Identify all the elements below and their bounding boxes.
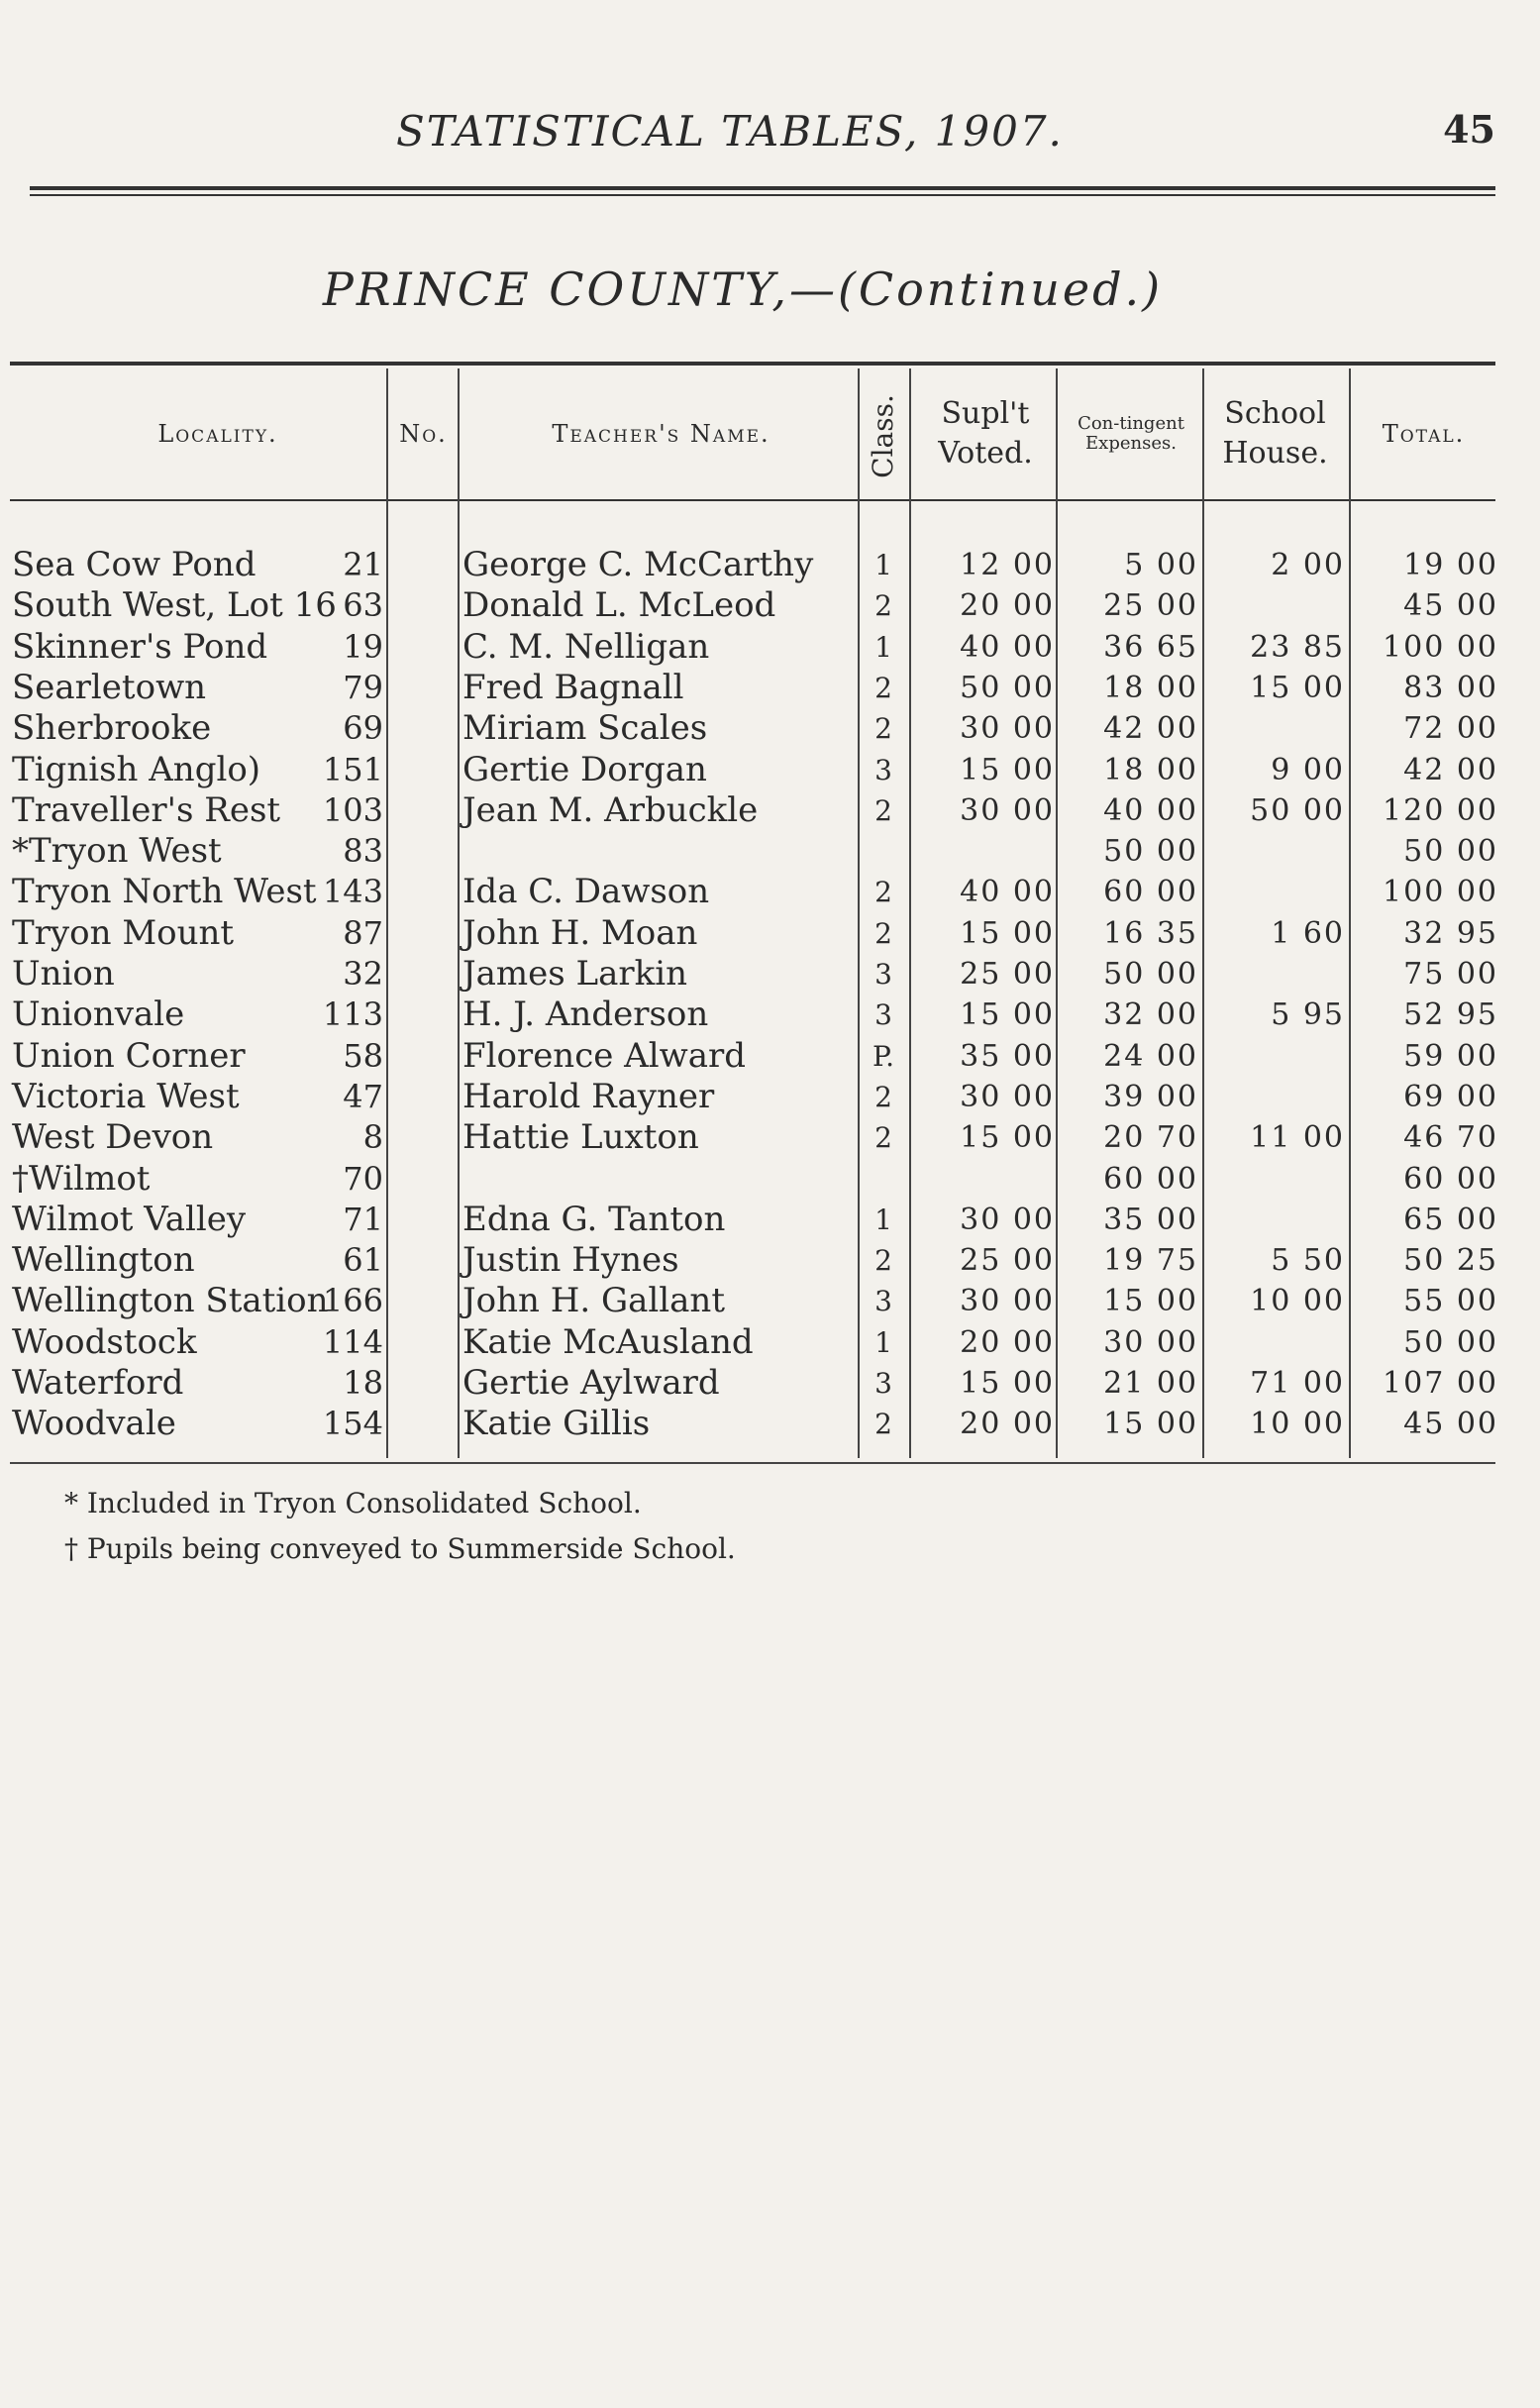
cell-no: 58 xyxy=(343,1036,383,1075)
cell-teacher-name: James Larkin xyxy=(462,954,687,994)
table-row xyxy=(0,545,1540,585)
cell-supl-voted: 30 00 xyxy=(960,711,1055,747)
cell-no: 166 xyxy=(322,1282,383,1320)
cell-no: 71 xyxy=(343,1200,383,1238)
cell-teacher-name: Fred Bagnall xyxy=(462,667,684,707)
cell-total: 100 00 xyxy=(1383,875,1498,910)
footnote-wilmot: † Pupils being conveyed to Summerside School. xyxy=(64,1532,736,1565)
cell-no: 114 xyxy=(322,1322,383,1361)
table-row xyxy=(0,790,1540,831)
cell-contingent-expenses: 32 00 xyxy=(1103,997,1198,1033)
cell-total: 45 00 xyxy=(1403,588,1498,624)
cell-class: 3 xyxy=(874,1367,892,1400)
cell-total: 59 00 xyxy=(1403,1038,1498,1074)
cell-locality: Union xyxy=(12,954,115,994)
cell-contingent-expenses: 21 00 xyxy=(1103,1366,1198,1401)
cell-contingent-expenses: 50 00 xyxy=(1103,957,1198,992)
cell-no: 79 xyxy=(343,668,383,706)
header-supl-voted: Supl't Voted. xyxy=(938,395,1033,471)
table-row xyxy=(0,831,1540,872)
cell-class: 2 xyxy=(874,793,892,827)
cell-teacher-name: Hattie Luxton xyxy=(462,1117,699,1158)
cell-teacher-name: John H. Gallant xyxy=(462,1281,725,1321)
cell-no: 69 xyxy=(343,709,383,748)
cell-total: 42 00 xyxy=(1403,752,1498,787)
table-row xyxy=(0,872,1540,912)
cell-class: 2 xyxy=(874,1080,892,1113)
table-row xyxy=(0,954,1540,995)
header-school-house: School House. xyxy=(1222,395,1328,471)
cell-teacher-name: Florence Alward xyxy=(462,1035,746,1076)
cell-locality: Tignish Anglo) xyxy=(12,749,261,789)
cell-supl-voted: 15 00 xyxy=(960,1366,1055,1401)
running-title: STATISTICAL TABLES, 1907. xyxy=(396,107,1064,156)
cell-locality: †Wilmot xyxy=(12,1158,151,1199)
cell-school-house: 50 00 xyxy=(1250,792,1345,828)
cell-total: 69 00 xyxy=(1403,1079,1498,1114)
table-top-rule xyxy=(10,362,1495,366)
cell-no: 70 xyxy=(343,1159,383,1198)
cell-class: 2 xyxy=(874,876,892,909)
table-row xyxy=(0,1117,1540,1158)
cell-contingent-expenses: 18 00 xyxy=(1103,670,1198,705)
cell-class: 2 xyxy=(874,1244,892,1278)
table-row xyxy=(0,668,1540,708)
cell-no: 61 xyxy=(343,1241,383,1280)
cell-teacher-name: H. J. Anderson xyxy=(462,995,709,1035)
cell-total: 100 00 xyxy=(1383,629,1498,665)
cell-contingent-expenses: 18 00 xyxy=(1103,752,1198,787)
cell-school-house: 9 00 xyxy=(1271,752,1345,787)
cell-class: 2 xyxy=(874,589,892,623)
cell-total: 46 70 xyxy=(1403,1120,1498,1156)
cell-supl-voted: 30 00 xyxy=(960,792,1055,828)
table-row xyxy=(0,1240,1540,1281)
cell-supl-voted: 15 00 xyxy=(960,915,1055,951)
cell-total: 83 00 xyxy=(1403,670,1498,705)
cell-supl-voted: 20 00 xyxy=(960,1407,1055,1442)
cell-supl-voted: 15 00 xyxy=(960,997,1055,1033)
cell-school-house: 2 00 xyxy=(1271,548,1345,582)
cell-no: 18 xyxy=(343,1364,383,1402)
cell-contingent-expenses: 60 00 xyxy=(1103,875,1198,910)
table-row xyxy=(0,1404,1540,1444)
cell-supl-voted: 20 00 xyxy=(960,588,1055,624)
cell-teacher-name: Miriam Scales xyxy=(462,708,708,749)
table-row xyxy=(0,1159,1540,1200)
cell-school-house: 11 00 xyxy=(1250,1120,1345,1156)
cell-no: 32 xyxy=(343,955,383,993)
cell-supl-voted: 35 00 xyxy=(960,1038,1055,1074)
table-row xyxy=(0,913,1540,954)
cell-class: 2 xyxy=(874,1408,892,1441)
cell-no: 83 xyxy=(343,832,383,871)
header-total: Total. xyxy=(1382,419,1466,448)
table-row xyxy=(0,1281,1540,1321)
cell-total: 50 25 xyxy=(1403,1243,1498,1279)
cell-contingent-expenses: 40 00 xyxy=(1103,792,1198,828)
cell-contingent-expenses: 15 00 xyxy=(1103,1407,1198,1442)
cell-locality: Victoria West xyxy=(12,1076,240,1116)
footnotes xyxy=(64,1481,1253,1572)
table-bottom-rule xyxy=(10,1462,1495,1464)
cell-supl-voted: 40 00 xyxy=(960,629,1055,665)
header-teacher-name: Teacher's Name. xyxy=(552,419,770,448)
cell-no: 154 xyxy=(322,1405,383,1443)
cell-class: 1 xyxy=(874,630,892,664)
cell-teacher-name: John H. Moan xyxy=(462,912,698,953)
cell-teacher-name: Katie McAusland xyxy=(462,1321,754,1362)
cell-class: 2 xyxy=(874,712,892,746)
cell-supl-voted: 15 00 xyxy=(960,752,1055,787)
header-contingent-expenses: Con-tingent Expenses. xyxy=(1078,412,1184,454)
cell-locality: Union Corner xyxy=(12,1035,246,1076)
cell-contingent-expenses: 5 00 xyxy=(1124,548,1198,582)
cell-teacher-name: Donald L. McLeod xyxy=(462,585,776,626)
cell-class: 2 xyxy=(874,1121,892,1155)
page-number: 45 xyxy=(1443,107,1495,152)
head-rule-thick xyxy=(30,186,1495,190)
cell-class: P. xyxy=(872,1039,895,1073)
header-locality: Locality. xyxy=(157,419,278,448)
cell-teacher-name: Jean M. Arbuckle xyxy=(462,789,759,830)
cell-locality: Traveller's Rest xyxy=(12,789,281,830)
cell-supl-voted: 30 00 xyxy=(960,1079,1055,1114)
table-row xyxy=(0,1363,1540,1404)
cell-no: 47 xyxy=(343,1077,383,1115)
table-row xyxy=(0,708,1540,749)
cell-locality: Searletown xyxy=(12,667,207,707)
cell-supl-voted: 40 00 xyxy=(960,875,1055,910)
table-row xyxy=(0,585,1540,626)
cell-contingent-expenses: 42 00 xyxy=(1103,711,1198,747)
cell-locality: Woodstock xyxy=(12,1321,197,1362)
table-row xyxy=(0,750,1540,790)
table-row xyxy=(0,627,1540,668)
cell-supl-voted: 30 00 xyxy=(960,1202,1055,1237)
cell-school-house: 10 00 xyxy=(1250,1284,1345,1319)
cell-locality: Wilmot Valley xyxy=(12,1199,247,1239)
cell-supl-voted: 15 00 xyxy=(960,1120,1055,1156)
table-row xyxy=(0,1200,1540,1240)
cell-locality: Skinner's Pond xyxy=(12,626,268,667)
header-class: Class. xyxy=(866,393,899,478)
cell-contingent-expenses: 60 00 xyxy=(1103,1161,1198,1197)
cell-school-house: 23 85 xyxy=(1250,629,1345,665)
cell-total: 65 00 xyxy=(1403,1202,1498,1237)
cell-teacher-name: Ida C. Dawson xyxy=(462,872,710,912)
cell-supl-voted: 25 00 xyxy=(960,957,1055,992)
cell-locality: Woodvale xyxy=(12,1404,176,1444)
cell-teacher-name: Justin Hynes xyxy=(462,1240,679,1281)
cell-class: 3 xyxy=(874,753,892,786)
cell-class: 1 xyxy=(874,549,892,581)
cell-teacher-name: Gertie Aylward xyxy=(462,1363,720,1403)
table-row xyxy=(0,1036,1540,1077)
cell-no: 87 xyxy=(343,913,383,952)
cell-school-house: 71 00 xyxy=(1250,1366,1345,1401)
cell-class: 3 xyxy=(874,958,892,991)
cell-total: 50 00 xyxy=(1403,1324,1498,1360)
cell-total: 72 00 xyxy=(1403,711,1498,747)
cell-teacher-name: C. M. Nelligan xyxy=(462,626,710,667)
table-header-rule xyxy=(10,499,1495,501)
cell-locality: Sherbrooke xyxy=(12,708,212,749)
cell-class: 3 xyxy=(874,998,892,1032)
cell-supl-voted: 30 00 xyxy=(960,1284,1055,1319)
cell-contingent-expenses: 50 00 xyxy=(1103,834,1198,870)
cell-locality: Tryon Mount xyxy=(12,912,235,953)
cell-no: 8 xyxy=(362,1118,383,1157)
cell-teacher-name: Edna G. Tanton xyxy=(462,1199,726,1239)
cell-locality: Wellington Station xyxy=(12,1281,329,1321)
cell-total: 60 00 xyxy=(1403,1161,1498,1197)
table-row xyxy=(0,995,1540,1035)
cell-contingent-expenses: 15 00 xyxy=(1103,1284,1198,1319)
cell-contingent-expenses: 20 70 xyxy=(1103,1120,1198,1156)
cell-supl-voted: 12 00 xyxy=(960,548,1055,582)
cell-contingent-expenses: 30 00 xyxy=(1103,1324,1198,1360)
footnote-tryon: * Included in Tryon Consolidated School. xyxy=(64,1487,642,1519)
cell-no: 103 xyxy=(322,790,383,829)
running-head xyxy=(0,107,1540,166)
cell-no: 151 xyxy=(322,750,383,788)
cell-class: 3 xyxy=(874,1285,892,1318)
cell-locality: Unionvale xyxy=(12,995,185,1035)
cell-school-house: 5 50 xyxy=(1271,1243,1345,1279)
cell-contingent-expenses: 16 35 xyxy=(1103,915,1198,951)
cell-contingent-expenses: 19 75 xyxy=(1103,1243,1198,1279)
cell-no: 63 xyxy=(343,586,383,625)
cell-total: 52 95 xyxy=(1403,997,1498,1033)
header-no: No. xyxy=(399,419,448,448)
cell-supl-voted: 25 00 xyxy=(960,1243,1055,1279)
cell-teacher-name: Harold Rayner xyxy=(462,1076,715,1116)
cell-total: 120 00 xyxy=(1383,792,1498,828)
cell-contingent-expenses: 24 00 xyxy=(1103,1038,1198,1074)
head-rule-thin xyxy=(30,194,1495,196)
cell-no: 21 xyxy=(343,546,383,583)
cell-contingent-expenses: 36 65 xyxy=(1103,629,1198,665)
cell-locality: West Devon xyxy=(12,1117,214,1158)
cell-no: 143 xyxy=(322,873,383,911)
cell-teacher-name: George C. McCarthy xyxy=(462,545,814,584)
cell-total: 32 95 xyxy=(1403,915,1498,951)
cell-locality: Tryon North West xyxy=(12,872,317,912)
section-title: PRINCE COUNTY,—(Continued.) xyxy=(322,262,1164,316)
cell-locality: South West, Lot 16 xyxy=(12,585,337,626)
cell-total: 55 00 xyxy=(1403,1284,1498,1319)
cell-supl-voted: 20 00 xyxy=(960,1324,1055,1360)
cell-total: 75 00 xyxy=(1403,957,1498,992)
cell-total: 50 00 xyxy=(1403,834,1498,870)
cell-contingent-expenses: 39 00 xyxy=(1103,1079,1198,1114)
cell-total: 107 00 xyxy=(1383,1366,1498,1401)
cell-class: 1 xyxy=(874,1203,892,1236)
cell-class: 2 xyxy=(874,671,892,704)
table-row xyxy=(0,1322,1540,1363)
cell-total: 45 00 xyxy=(1403,1407,1498,1442)
cell-contingent-expenses: 35 00 xyxy=(1103,1202,1198,1237)
cell-no: 19 xyxy=(343,627,383,666)
cell-class: 2 xyxy=(874,916,892,950)
cell-contingent-expenses: 25 00 xyxy=(1103,588,1198,624)
table-row xyxy=(0,1077,1540,1117)
cell-total: 19 00 xyxy=(1403,548,1498,582)
cell-class: 1 xyxy=(874,1325,892,1359)
cell-teacher-name: Katie Gillis xyxy=(462,1404,651,1444)
cell-locality: Waterford xyxy=(12,1363,184,1403)
cell-supl-voted: 50 00 xyxy=(960,670,1055,705)
cell-school-house: 1 60 xyxy=(1271,915,1345,951)
cell-locality: *Tryon West xyxy=(12,831,222,872)
cell-locality: Wellington xyxy=(12,1240,195,1281)
cell-school-house: 5 95 xyxy=(1271,997,1345,1033)
cell-school-house: 10 00 xyxy=(1250,1407,1345,1442)
cell-teacher-name: Gertie Dorgan xyxy=(462,749,707,789)
cell-locality: Sea Cow Pond xyxy=(12,545,257,584)
cell-no: 113 xyxy=(322,995,383,1034)
cell-school-house: 15 00 xyxy=(1250,670,1345,705)
